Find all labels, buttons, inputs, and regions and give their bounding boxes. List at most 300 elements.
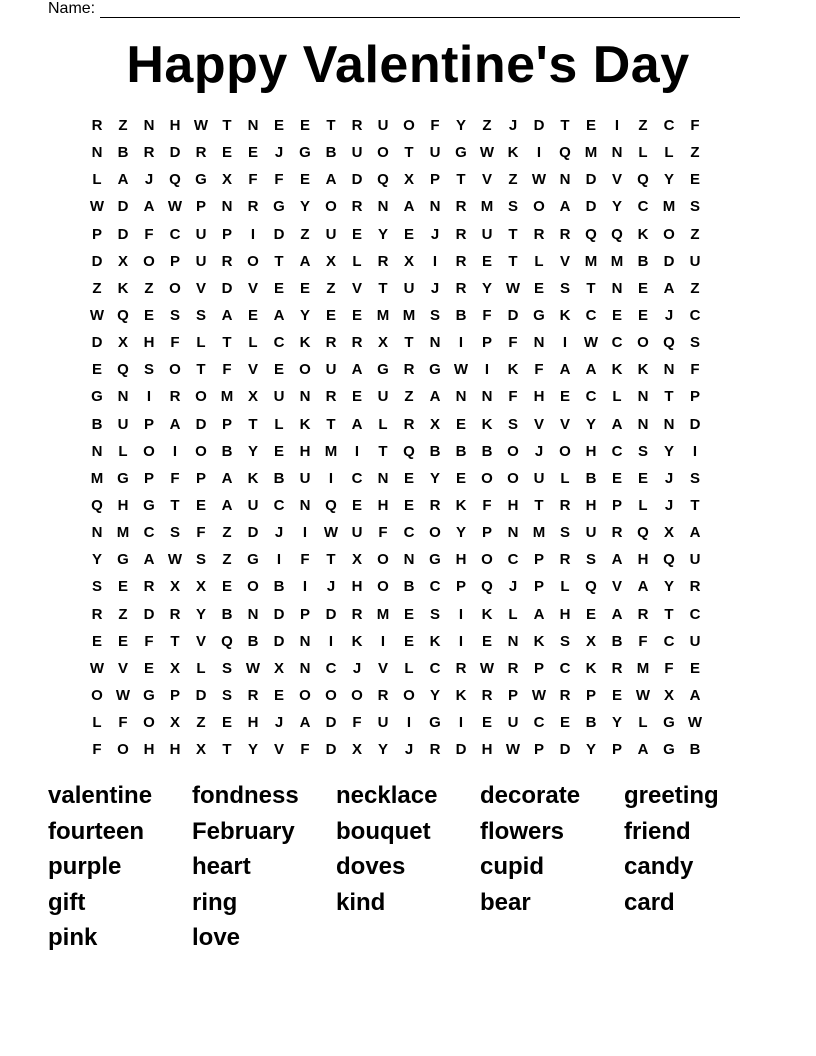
grid-letter[interactable]: R (221, 252, 233, 270)
grid-letter[interactable]: R (559, 225, 571, 243)
grid-letter[interactable]: O (429, 524, 441, 542)
grid-letter[interactable]: T (222, 741, 232, 759)
grid-letter[interactable]: L (248, 334, 258, 352)
grid-letter[interactable]: G (195, 171, 207, 189)
grid-letter[interactable]: J (326, 578, 336, 596)
grid-letter[interactable]: R (169, 388, 181, 406)
grid-letter[interactable]: X (195, 741, 206, 759)
grid-letter[interactable]: T (326, 415, 336, 433)
grid-letter[interactable]: Z (144, 279, 154, 297)
grid-letter[interactable]: C (663, 117, 675, 134)
grid-letter[interactable]: T (274, 252, 284, 270)
grid-letter[interactable]: U (195, 225, 207, 243)
grid-letter[interactable]: E (611, 686, 622, 704)
grid-letter[interactable]: D (689, 415, 701, 433)
grid-letter[interactable]: E (273, 117, 284, 134)
grid-letter[interactable]: H (559, 605, 571, 623)
grid-letter[interactable]: N (663, 415, 675, 433)
grid-letter[interactable]: Z (222, 524, 232, 542)
grid-letter[interactable]: I (536, 144, 542, 162)
grid-letter[interactable]: B (455, 306, 467, 324)
grid-letter[interactable]: E (559, 714, 570, 732)
grid-letter[interactable]: S (689, 334, 700, 352)
grid-letter[interactable]: X (195, 578, 206, 596)
grid-letter[interactable]: A (689, 524, 701, 542)
grid-letter[interactable]: A (637, 578, 649, 596)
grid-letter[interactable]: S (169, 524, 180, 542)
grid-letter[interactable]: K (455, 496, 467, 514)
grid-letter[interactable]: W (505, 741, 521, 759)
grid-letter[interactable]: D (325, 741, 337, 759)
grid-letter[interactable]: X (351, 741, 362, 759)
grid-letter[interactable]: T (326, 551, 336, 569)
grid-letter[interactable]: Y (611, 198, 622, 216)
grid-letter[interactable]: H (481, 741, 493, 759)
grid-letter[interactable]: N (429, 334, 441, 352)
grid-letter[interactable]: Y (663, 442, 674, 460)
grid-letter[interactable]: C (533, 714, 545, 732)
grid-letter[interactable]: O (325, 198, 337, 216)
grid-letter[interactable]: Y (195, 605, 206, 623)
grid-letter[interactable]: B (481, 442, 493, 460)
grid-letter[interactable]: F (170, 334, 180, 352)
grid-letter[interactable]: N (455, 388, 467, 406)
grid-letter[interactable]: I (614, 117, 620, 134)
grid-letter[interactable]: N (507, 524, 519, 542)
grid-letter[interactable]: Q (91, 496, 103, 514)
grid-letter[interactable]: A (273, 306, 285, 324)
grid-letter[interactable]: A (611, 605, 623, 623)
grid-letter[interactable]: P (533, 741, 544, 759)
grid-letter[interactable]: G (377, 361, 389, 379)
grid-letter[interactable]: E (273, 361, 284, 379)
grid-letter[interactable]: F (378, 524, 388, 542)
name-field[interactable] (48, 0, 740, 18)
grid-letter[interactable]: Q (663, 551, 675, 569)
grid-letter[interactable]: X (117, 334, 128, 352)
grid-letter[interactable]: D (455, 741, 467, 759)
grid-letter[interactable]: L (92, 714, 102, 732)
grid-letter[interactable]: D (143, 605, 155, 623)
grid-letter[interactable]: O (247, 252, 259, 270)
grid-letter[interactable]: X (221, 171, 232, 189)
grid-letter[interactable]: M (636, 659, 650, 677)
grid-letter[interactable]: N (91, 442, 103, 460)
grid-letter[interactable]: E (221, 578, 232, 596)
grid-letter[interactable]: G (117, 551, 129, 569)
grid-letter[interactable]: S (429, 605, 440, 623)
grid-letter[interactable]: R (325, 334, 337, 352)
grid-letter[interactable]: U (351, 144, 363, 162)
grid-letter[interactable]: E (247, 306, 258, 324)
grid-letter[interactable]: D (351, 171, 363, 189)
grid-letter[interactable]: E (325, 306, 336, 324)
grid-letter[interactable]: C (663, 632, 675, 650)
grid-letter[interactable]: I (406, 714, 412, 732)
grid-letter[interactable]: E (611, 306, 622, 324)
letter-grid[interactable] (84, 112, 708, 763)
grid-letter[interactable]: I (328, 632, 334, 650)
grid-letter[interactable]: L (196, 659, 206, 677)
grid-letter[interactable]: D (325, 714, 337, 732)
grid-letter[interactable]: C (507, 551, 519, 569)
grid-letter[interactable]: O (299, 686, 311, 704)
grid-letter[interactable]: U (247, 496, 259, 514)
grid-letter[interactable]: D (169, 144, 181, 162)
grid-letter[interactable]: F (508, 388, 518, 406)
grid-letter[interactable]: U (195, 252, 207, 270)
grid-letter[interactable]: U (689, 252, 701, 270)
grid-letter[interactable]: L (612, 388, 622, 406)
grid-letter[interactable]: L (664, 144, 674, 162)
grid-letter[interactable]: J (144, 171, 154, 189)
grid-letter[interactable]: Z (326, 279, 336, 297)
grid-letter[interactable]: R (143, 578, 155, 596)
grid-letter[interactable]: L (638, 496, 648, 514)
grid-letter[interactable]: U (351, 524, 363, 542)
grid-letter[interactable]: C (351, 469, 363, 487)
grid-letter[interactable]: E (481, 632, 492, 650)
grid-letter[interactable]: G (455, 144, 467, 162)
grid-letter[interactable]: B (585, 714, 597, 732)
grid-letter[interactable]: C (559, 659, 571, 677)
grid-letter[interactable]: E (221, 714, 232, 732)
grid-letter[interactable]: B (117, 144, 129, 162)
grid-letter[interactable]: A (299, 252, 311, 270)
grid-letter[interactable]: A (143, 198, 155, 216)
grid-letter[interactable]: R (481, 686, 493, 704)
grid-letter[interactable]: E (533, 279, 544, 297)
grid-letter[interactable]: Y (377, 225, 388, 243)
grid-letter[interactable]: V (481, 171, 492, 189)
grid-letter[interactable]: I (458, 605, 464, 623)
grid-letter[interactable]: N (637, 388, 649, 406)
grid-letter[interactable]: K (481, 605, 493, 623)
grid-letter[interactable]: Y (299, 198, 310, 216)
grid-letter[interactable]: Y (611, 714, 622, 732)
grid-letter[interactable]: M (324, 442, 338, 460)
grid-letter[interactable]: U (507, 714, 519, 732)
grid-letter[interactable]: K (455, 686, 467, 704)
grid-letter[interactable]: K (247, 469, 259, 487)
grid-letter[interactable]: A (325, 171, 337, 189)
grid-letter[interactable]: W (479, 659, 495, 677)
grid-letter[interactable]: J (534, 442, 544, 460)
grid-letter[interactable]: E (299, 171, 310, 189)
grid-letter[interactable]: A (143, 551, 155, 569)
grid-letter[interactable]: N (377, 469, 389, 487)
grid-letter[interactable]: S (195, 551, 206, 569)
grid-letter[interactable]: V (611, 171, 622, 189)
grid-letter[interactable]: Y (663, 578, 674, 596)
grid-letter[interactable]: L (196, 334, 206, 352)
grid-letter[interactable]: W (89, 306, 105, 324)
grid-letter[interactable]: A (351, 415, 363, 433)
grid-letter[interactable]: L (274, 415, 284, 433)
grid-letter[interactable]: P (533, 578, 544, 596)
grid-letter[interactable]: E (403, 496, 414, 514)
grid-letter[interactable]: R (689, 578, 701, 596)
grid-letter[interactable]: E (117, 632, 128, 650)
grid-letter[interactable]: Z (300, 225, 310, 243)
grid-letter[interactable]: X (325, 252, 336, 270)
grid-letter[interactable]: H (507, 496, 519, 514)
grid-letter[interactable]: E (273, 279, 284, 297)
grid-letter[interactable]: R (403, 361, 415, 379)
grid-letter[interactable]: S (559, 632, 570, 650)
grid-letter[interactable]: Q (663, 334, 675, 352)
grid-letter[interactable]: T (196, 361, 206, 379)
grid-letter[interactable]: U (273, 388, 285, 406)
grid-letter[interactable]: N (299, 659, 311, 677)
grid-letter[interactable]: P (299, 605, 310, 623)
grid-letter[interactable]: E (455, 415, 466, 433)
grid-letter[interactable]: R (403, 415, 415, 433)
grid-letter[interactable]: N (299, 632, 311, 650)
grid-letter[interactable]: U (377, 714, 389, 732)
grid-letter[interactable]: S (221, 686, 232, 704)
grid-letter[interactable]: D (585, 171, 597, 189)
grid-letter[interactable]: P (143, 415, 154, 433)
grid-letter[interactable]: C (325, 659, 337, 677)
grid-letter[interactable]: L (560, 578, 570, 596)
grid-letter[interactable]: A (611, 415, 623, 433)
grid-letter[interactable]: O (403, 686, 415, 704)
grid-letter[interactable]: J (664, 306, 674, 324)
grid-letter[interactable]: A (221, 469, 233, 487)
grid-letter[interactable]: E (143, 659, 154, 677)
grid-letter[interactable]: Q (585, 578, 597, 596)
grid-letter[interactable]: O (481, 469, 493, 487)
grid-letter[interactable]: C (403, 524, 415, 542)
grid-letter[interactable]: E (351, 388, 362, 406)
grid-letter[interactable]: L (638, 144, 648, 162)
grid-letter[interactable]: M (532, 524, 546, 542)
grid-letter[interactable]: N (247, 117, 259, 134)
grid-letter[interactable]: N (637, 415, 649, 433)
grid-letter[interactable]: E (351, 496, 362, 514)
grid-letter[interactable]: E (351, 225, 362, 243)
grid-letter[interactable]: M (376, 605, 390, 623)
grid-letter[interactable]: D (221, 279, 233, 297)
grid-letter[interactable]: V (533, 415, 544, 433)
grid-letter[interactable]: A (169, 415, 181, 433)
grid-letter[interactable]: G (91, 388, 103, 406)
grid-letter[interactable]: T (404, 144, 414, 162)
grid-letter[interactable]: S (507, 415, 518, 433)
grid-letter[interactable]: C (273, 496, 285, 514)
grid-letter[interactable]: O (299, 361, 311, 379)
grid-letter[interactable]: R (351, 334, 363, 352)
grid-letter[interactable]: I (380, 632, 386, 650)
grid-letter[interactable]: O (377, 551, 389, 569)
grid-letter[interactable]: H (169, 117, 181, 134)
grid-letter[interactable]: S (169, 306, 180, 324)
grid-letter[interactable]: P (455, 578, 466, 596)
grid-letter[interactable]: V (559, 415, 570, 433)
grid-letter[interactable]: D (273, 225, 285, 243)
grid-letter[interactable]: R (559, 686, 571, 704)
grid-letter[interactable]: N (299, 496, 311, 514)
grid-letter[interactable]: Y (91, 551, 102, 569)
grid-letter[interactable]: E (195, 496, 206, 514)
grid-letter[interactable]: W (479, 144, 495, 162)
grid-letter[interactable]: W (505, 279, 521, 297)
grid-letter[interactable]: N (143, 117, 155, 134)
grid-letter[interactable]: G (143, 686, 155, 704)
grid-letter[interactable]: I (302, 578, 308, 596)
grid-letter[interactable]: A (299, 714, 311, 732)
grid-letter[interactable]: U (533, 469, 545, 487)
grid-letter[interactable]: B (637, 252, 649, 270)
grid-letter[interactable]: E (117, 578, 128, 596)
grid-letter[interactable]: A (221, 306, 233, 324)
grid-letter[interactable]: I (302, 524, 308, 542)
grid-letter[interactable]: U (585, 524, 597, 542)
grid-letter[interactable]: O (143, 442, 155, 460)
grid-letter[interactable]: V (117, 659, 128, 677)
grid-letter[interactable]: Q (481, 578, 493, 596)
grid-letter[interactable]: P (195, 198, 206, 216)
grid-letter[interactable]: T (560, 117, 570, 134)
grid-letter[interactable]: E (403, 469, 414, 487)
grid-letter[interactable]: X (169, 659, 180, 677)
grid-letter[interactable]: J (274, 144, 284, 162)
grid-letter[interactable]: C (429, 578, 441, 596)
grid-letter[interactable]: Y (377, 741, 388, 759)
grid-letter[interactable]: R (637, 605, 649, 623)
grid-letter[interactable]: Q (403, 442, 415, 460)
grid-letter[interactable]: Y (585, 415, 596, 433)
grid-letter[interactable]: E (689, 659, 700, 677)
grid-letter[interactable]: T (170, 632, 180, 650)
grid-letter[interactable]: L (508, 605, 518, 623)
grid-letter[interactable]: N (91, 524, 103, 542)
grid-letter[interactable]: B (429, 442, 441, 460)
grid-letter[interactable]: X (117, 252, 128, 270)
grid-letter[interactable]: U (481, 225, 493, 243)
grid-letter[interactable]: K (117, 279, 129, 297)
grid-letter[interactable]: Q (117, 306, 129, 324)
grid-letter[interactable]: P (169, 686, 180, 704)
grid-letter[interactable]: X (351, 551, 362, 569)
grid-letter[interactable]: Q (611, 225, 623, 243)
grid-letter[interactable]: O (351, 686, 363, 704)
grid-letter[interactable]: S (143, 361, 154, 379)
grid-letter[interactable]: O (91, 686, 103, 704)
grid-letter[interactable]: U (377, 388, 389, 406)
grid-letter[interactable]: I (484, 361, 490, 379)
grid-letter[interactable]: J (274, 524, 284, 542)
grid-letter[interactable]: L (92, 171, 102, 189)
grid-letter[interactable]: D (91, 252, 103, 270)
grid-letter[interactable]: O (143, 714, 155, 732)
grid-letter[interactable]: T (586, 279, 596, 297)
grid-letter[interactable]: N (507, 632, 519, 650)
grid-letter[interactable]: A (533, 605, 545, 623)
grid-letter[interactable]: R (247, 198, 259, 216)
name-underline[interactable] (100, 2, 740, 18)
grid-letter[interactable]: T (404, 334, 414, 352)
grid-letter[interactable]: I (146, 388, 152, 406)
grid-letter[interactable]: B (221, 442, 233, 460)
grid-letter[interactable]: K (299, 415, 311, 433)
grid-letter[interactable]: F (144, 225, 154, 243)
grid-letter[interactable]: B (91, 415, 103, 433)
grid-letter[interactable]: J (508, 578, 518, 596)
grid-letter[interactable]: P (611, 741, 622, 759)
grid-letter[interactable]: M (116, 524, 130, 542)
grid-letter[interactable]: Y (455, 117, 466, 134)
grid-letter[interactable]: W (323, 524, 339, 542)
grid-letter[interactable]: D (533, 117, 545, 134)
grid-letter[interactable]: R (611, 524, 623, 542)
grid-letter[interactable]: E (273, 442, 284, 460)
grid-letter[interactable]: J (352, 659, 362, 677)
grid-letter[interactable]: K (559, 306, 571, 324)
grid-letter[interactable]: Q (377, 171, 389, 189)
grid-letter[interactable]: A (351, 361, 363, 379)
grid-letter[interactable]: O (143, 252, 155, 270)
grid-letter[interactable]: P (429, 171, 440, 189)
grid-letter[interactable]: F (248, 171, 258, 189)
grid-letter[interactable]: A (559, 198, 571, 216)
grid-letter[interactable]: F (690, 361, 700, 379)
grid-letter[interactable]: Z (404, 388, 414, 406)
grid-letter[interactable]: P (221, 415, 232, 433)
grid-letter[interactable]: E (611, 469, 622, 487)
grid-letter[interactable]: R (247, 686, 259, 704)
grid-letter[interactable]: E (273, 686, 284, 704)
grid-letter[interactable]: L (638, 714, 648, 732)
grid-letter[interactable]: P (507, 686, 518, 704)
grid-letter[interactable]: C (611, 442, 623, 460)
grid-letter[interactable]: T (378, 442, 388, 460)
grid-letter[interactable]: D (507, 306, 519, 324)
grid-letter[interactable]: D (663, 252, 675, 270)
grid-letter[interactable]: R (455, 252, 467, 270)
grid-letter[interactable]: Q (637, 524, 649, 542)
grid-letter[interactable]: R (325, 388, 337, 406)
grid-letter[interactable]: G (273, 198, 285, 216)
grid-letter[interactable]: F (222, 361, 232, 379)
grid-letter[interactable]: N (481, 388, 493, 406)
grid-letter[interactable]: S (429, 306, 440, 324)
grid-letter[interactable]: P (611, 496, 622, 514)
grid-letter[interactable]: S (559, 279, 570, 297)
grid-letter[interactable]: E (637, 306, 648, 324)
grid-letter[interactable]: R (377, 686, 389, 704)
grid-letter[interactable]: O (637, 334, 649, 352)
grid-letter[interactable]: O (377, 144, 389, 162)
grid-letter[interactable]: M (480, 198, 494, 216)
grid-letter[interactable]: A (585, 361, 597, 379)
grid-letter[interactable]: O (507, 469, 519, 487)
grid-letter[interactable]: R (429, 496, 441, 514)
grid-letter[interactable]: E (481, 252, 492, 270)
grid-letter[interactable]: A (403, 198, 415, 216)
grid-letter[interactable]: H (143, 334, 155, 352)
grid-letter[interactable]: Q (637, 171, 649, 189)
grid-letter[interactable]: E (403, 605, 414, 623)
grid-letter[interactable]: I (692, 442, 698, 460)
grid-letter[interactable]: H (351, 578, 363, 596)
grid-letter[interactable]: W (531, 686, 547, 704)
grid-letter[interactable]: F (92, 741, 102, 759)
grid-letter[interactable]: R (455, 659, 467, 677)
grid-letter[interactable]: A (429, 388, 441, 406)
grid-letter[interactable]: D (195, 415, 207, 433)
